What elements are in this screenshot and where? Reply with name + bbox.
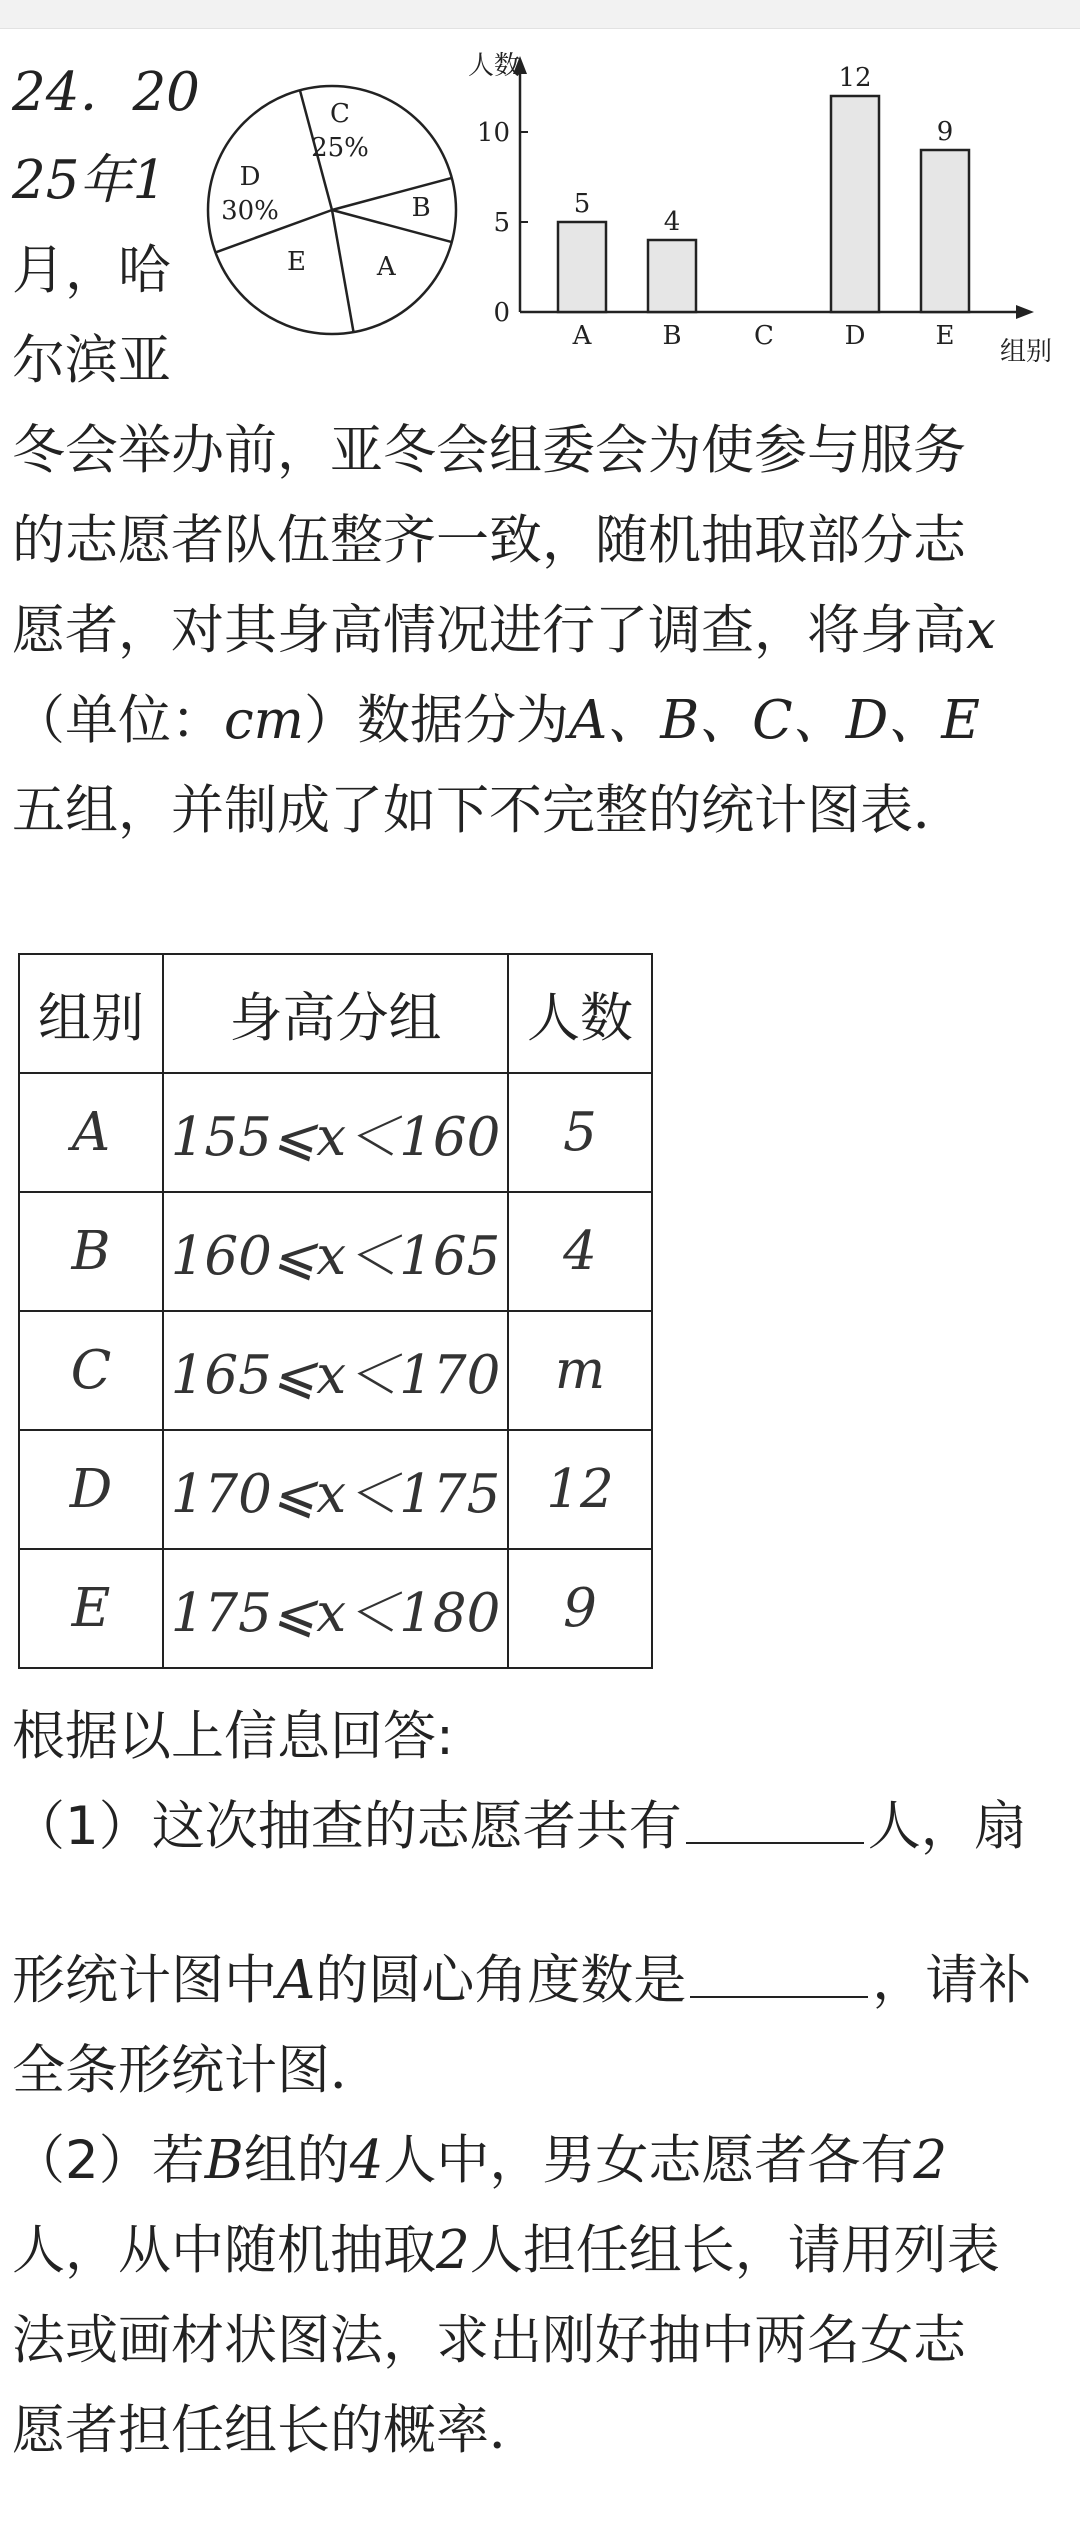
bar-data-label: 12 bbox=[838, 63, 872, 93]
part2-line-2: 人，从中随机抽取2人担任组长，请用列表 bbox=[12, 2220, 1000, 2281]
question-line-5: 五组，并制成了如下不完整的统计图表． bbox=[12, 780, 966, 841]
part1-line-2: 形统计图中A的圆心角度数是 ，请补 bbox=[12, 1950, 1032, 2011]
pie-slice-label-d: D bbox=[239, 162, 261, 192]
table-header-row bbox=[19, 954, 652, 1073]
y-tick-label: 10 bbox=[476, 118, 510, 148]
x-tick-label: C bbox=[754, 321, 774, 351]
y-axis-label: 人数 bbox=[468, 51, 521, 81]
answer-blank-total[interactable] bbox=[686, 1842, 864, 1844]
count-cell: m bbox=[508, 1311, 652, 1430]
group-cell: C bbox=[19, 1311, 163, 1430]
bar-d bbox=[831, 96, 879, 312]
pie-divider-2 bbox=[332, 210, 452, 242]
bar-data-label: 4 bbox=[663, 207, 681, 237]
part2-line-4: 愿者担任组长的概率． bbox=[12, 2400, 542, 2461]
range-cell: 155⩽x＜160 bbox=[163, 1073, 508, 1192]
question-wrap-line-2: 尔滨亚 bbox=[12, 330, 171, 391]
question-line-3: 愿者，对其身高情况进行了调查，将身高x bbox=[12, 600, 996, 661]
table-row bbox=[19, 1192, 652, 1311]
x-tick-label: B bbox=[662, 321, 682, 351]
range-cell: 160⩽x＜165 bbox=[163, 1192, 508, 1311]
pie-slice-percent-d: 30% bbox=[221, 196, 279, 226]
count-cell: 5 bbox=[508, 1073, 652, 1192]
x-tick-label: A bbox=[572, 321, 592, 351]
bar-data-label: 5 bbox=[573, 189, 591, 219]
count-cell: 9 bbox=[508, 1549, 652, 1668]
bar-b bbox=[648, 240, 696, 312]
pie-slice-label-b: B bbox=[411, 192, 431, 223]
height-group-table bbox=[18, 953, 653, 1669]
range-cell: 165⩽x＜170 bbox=[163, 1311, 508, 1430]
pie-chart bbox=[208, 86, 456, 334]
part2-line-1: （2）若B组的4人中，男女志愿者各有2 bbox=[12, 2130, 948, 2191]
table-row bbox=[19, 1311, 652, 1430]
group-cell: A bbox=[19, 1073, 163, 1192]
table-row bbox=[19, 1430, 652, 1549]
question-line-2: 的志愿者队伍整齐一致，随机抽取部分志 bbox=[12, 510, 966, 571]
variable-b: B bbox=[204, 2130, 244, 2191]
group-cell: E bbox=[19, 1549, 163, 1668]
pie-slice-percent-c: 25% bbox=[311, 133, 369, 163]
top-bar bbox=[0, 0, 1080, 29]
answer-prompt: 根据以上信息回答: bbox=[12, 1706, 454, 1767]
question-line-4: （单位：cm）数据分为A、B、C、D、E bbox=[12, 690, 980, 751]
x-axis-arrow bbox=[1016, 305, 1034, 319]
group-cell: D bbox=[19, 1430, 163, 1549]
pie-slice-label-a: A bbox=[376, 252, 396, 283]
range-cell: 170⩽x＜175 bbox=[163, 1430, 508, 1549]
question-number: 24．20 bbox=[12, 62, 200, 123]
question-line-1: 冬会举办前，亚冬会组委会为使参与服务 bbox=[12, 420, 966, 481]
bar-data-label: 9 bbox=[936, 117, 954, 147]
variable-x: x bbox=[966, 600, 996, 661]
range-cell: 175⩽x＜180 bbox=[163, 1549, 508, 1668]
question-year-line: 25年1 bbox=[12, 150, 167, 211]
bar-chart bbox=[468, 51, 1052, 367]
pie-divider-1 bbox=[332, 178, 452, 210]
y-tick-label: 0 bbox=[493, 298, 510, 328]
x-tick-label: E bbox=[935, 321, 955, 351]
header-count: 人数 bbox=[508, 954, 652, 1073]
pie-slice-label-e: E bbox=[286, 246, 306, 277]
y-tick-label: 5 bbox=[493, 208, 510, 238]
x-axis-label: 组别 bbox=[1000, 337, 1053, 367]
question-wrap-line-1: 月，哈 bbox=[12, 240, 171, 301]
part1-line-1: （1）这次抽查的志愿者共有 人，扇 bbox=[12, 1796, 1027, 1857]
group-cell: B bbox=[19, 1192, 163, 1311]
pie-divider-3 bbox=[332, 210, 354, 332]
answer-blank-angle[interactable] bbox=[690, 1996, 868, 1998]
table-row bbox=[19, 1549, 652, 1668]
unit-cm: cm bbox=[224, 690, 304, 751]
count-cell: 4 bbox=[508, 1192, 652, 1311]
pie-slice-label-c: C bbox=[330, 99, 350, 129]
variable-a: A bbox=[277, 1950, 316, 2011]
part1-line-3: 全条形统计图． bbox=[12, 2040, 383, 2101]
statistics-figure bbox=[0, 30, 1080, 370]
bar-e bbox=[921, 150, 969, 312]
header-height-range: 身高分组 bbox=[163, 954, 508, 1073]
count-cell: 12 bbox=[508, 1430, 652, 1549]
bar-a bbox=[558, 222, 606, 312]
x-tick-label: D bbox=[844, 321, 866, 351]
group-list: A、B、C、D、E bbox=[568, 690, 980, 751]
table-row bbox=[19, 1073, 652, 1192]
header-group: 组别 bbox=[19, 954, 163, 1073]
part2-line-3: 法或画材状图法，求出刚好抽中两名女志 bbox=[12, 2310, 966, 2371]
